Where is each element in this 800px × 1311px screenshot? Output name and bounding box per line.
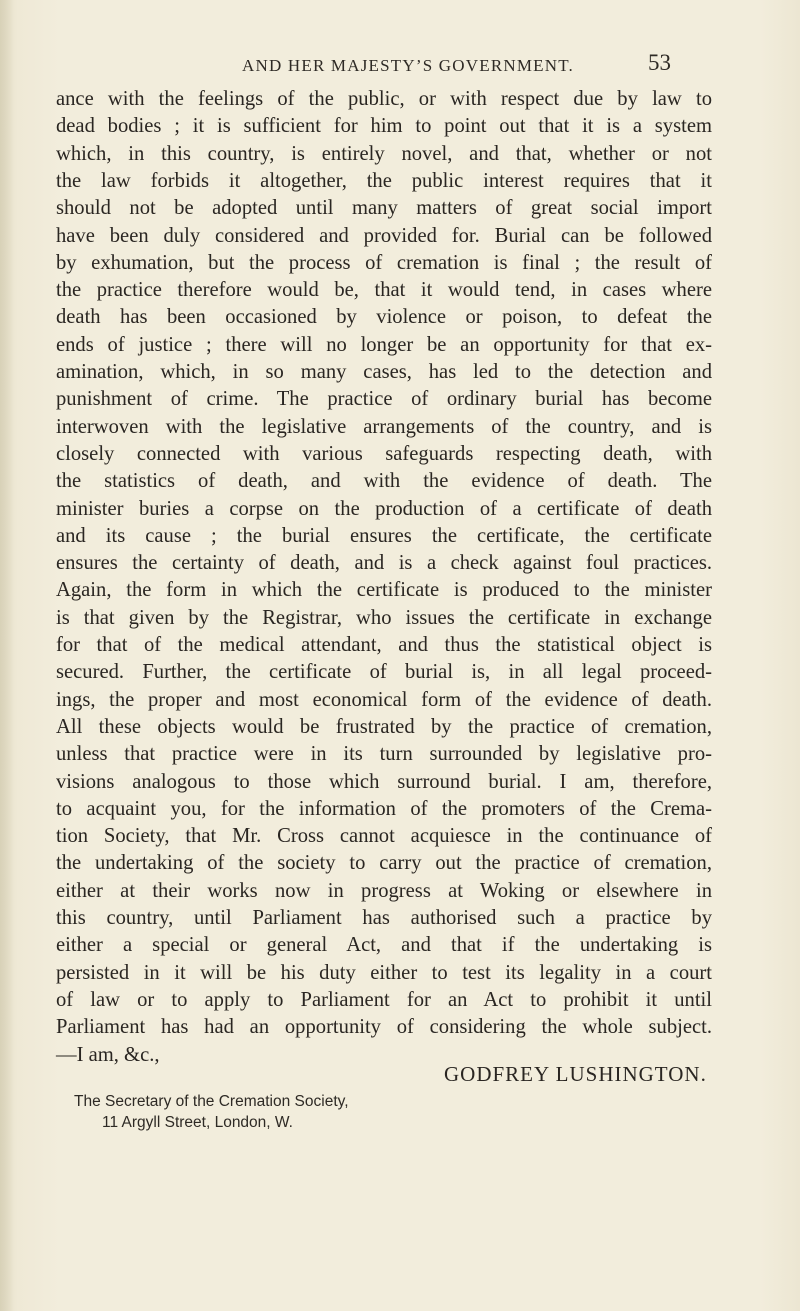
text-line: of law or to apply to Parliament for an Act to prohibit it until: [56, 988, 712, 1011]
text-line: this country, until Parliament has authorised such a practice by: [56, 907, 712, 929]
text-line: ensures the certainty of death, and is a check against foul practices.: [56, 552, 712, 575]
text-line: for that of the medical attendant, and thus the statistical object is: [56, 634, 712, 656]
text-line: Parliament has had an opportunity of considering the whole subject.: [56, 1016, 712, 1039]
text-line: All these objects would be frustrated by the practice of cremation,: [56, 715, 712, 738]
text-line: tion Society, that Mr. Cross cannot acquiesce in the continuance of: [56, 825, 712, 848]
text-line: the practice therefore would be, that it would tend, in cases where: [56, 279, 712, 302]
text-line: ings, the proper and most economical form of the evidence of death.: [56, 688, 712, 711]
page-number: 53: [648, 50, 671, 75]
text-line: dead bodies ; it is sufficient for him to point out that it is a system: [56, 115, 712, 138]
text-line: —I am, &c.,: [56, 1043, 160, 1066]
text-line: the statistics of death, and with the evidence of death. The: [56, 470, 712, 493]
text-line: ance with the feelings of the public, or with respect due by law to: [56, 88, 712, 110]
text-line: ends of justice ; there will no longer be an opportunity for that ex-: [56, 333, 712, 356]
text-line: should not be adopted until many matters of great social import: [56, 197, 712, 220]
text-line: to acquaint you, for the information of the promoters of the Crema-: [56, 797, 712, 820]
text-line: unless that practice were in its turn surrounded by legislative pro-: [56, 743, 712, 766]
running-head: [0, 50, 800, 80]
running-title: AND HER MAJESTY’S GOVERNMENT.: [242, 56, 574, 75]
text-line: visions analogous to those which surround burial. I am, therefore,: [56, 770, 712, 793]
text-line: persisted in it will be his duty either to test its legality in a court: [56, 961, 712, 984]
text-line: which, in this country, is entirely novel, and that, whether or not: [56, 142, 712, 165]
signature: GODFREY LUSHINGTON.: [444, 1062, 707, 1086]
text-line: the undertaking of the society to carry out the practice of cremation,: [56, 852, 712, 875]
text-line: and its cause ; the burial ensures the certificate, the certificate: [56, 524, 712, 547]
text-line: amination, which, in so many cases, has led to the detection and: [56, 361, 712, 383]
text-line: the law forbids it altogether, the public interest requires that it: [56, 169, 712, 192]
text-line: closely connected with various safeguards respecting death, with: [56, 442, 712, 465]
text-line: interwoven with the legislative arrangements of the country, and is: [56, 415, 712, 438]
text-line: secured. Further, the certificate of burial is, in all legal proceed-: [56, 661, 712, 684]
text-line: by exhumation, but the process of cremation is final ; the result of: [56, 251, 712, 274]
text-line: minister buries a corpse on the production of a certificate of death: [56, 497, 712, 520]
text-line: either a special or general Act, and that if the undertaking is: [56, 934, 712, 957]
text-line: have been duly considered and provided for. Burial can be followed: [56, 224, 712, 247]
text-line: punishment of crime. The practice of ordinary burial has become: [56, 388, 712, 411]
text-line: Again, the form in which the certificate is produced to the minister: [56, 579, 712, 602]
text-line: is that given by the Registrar, who issues the certificate in exchange: [56, 606, 712, 629]
page-gutter-shadow: [0, 0, 14, 1311]
addressee-line-2: 11 Argyll Street, London, W.: [102, 1114, 293, 1131]
text-line: death has been occasioned by violence or poison, to defeat the: [56, 306, 712, 329]
text-line: either at their works now in progress at Woking or elsewhere in: [56, 879, 712, 902]
addressee-line-1: The Secretary of the Cremation Society,: [74, 1093, 349, 1110]
